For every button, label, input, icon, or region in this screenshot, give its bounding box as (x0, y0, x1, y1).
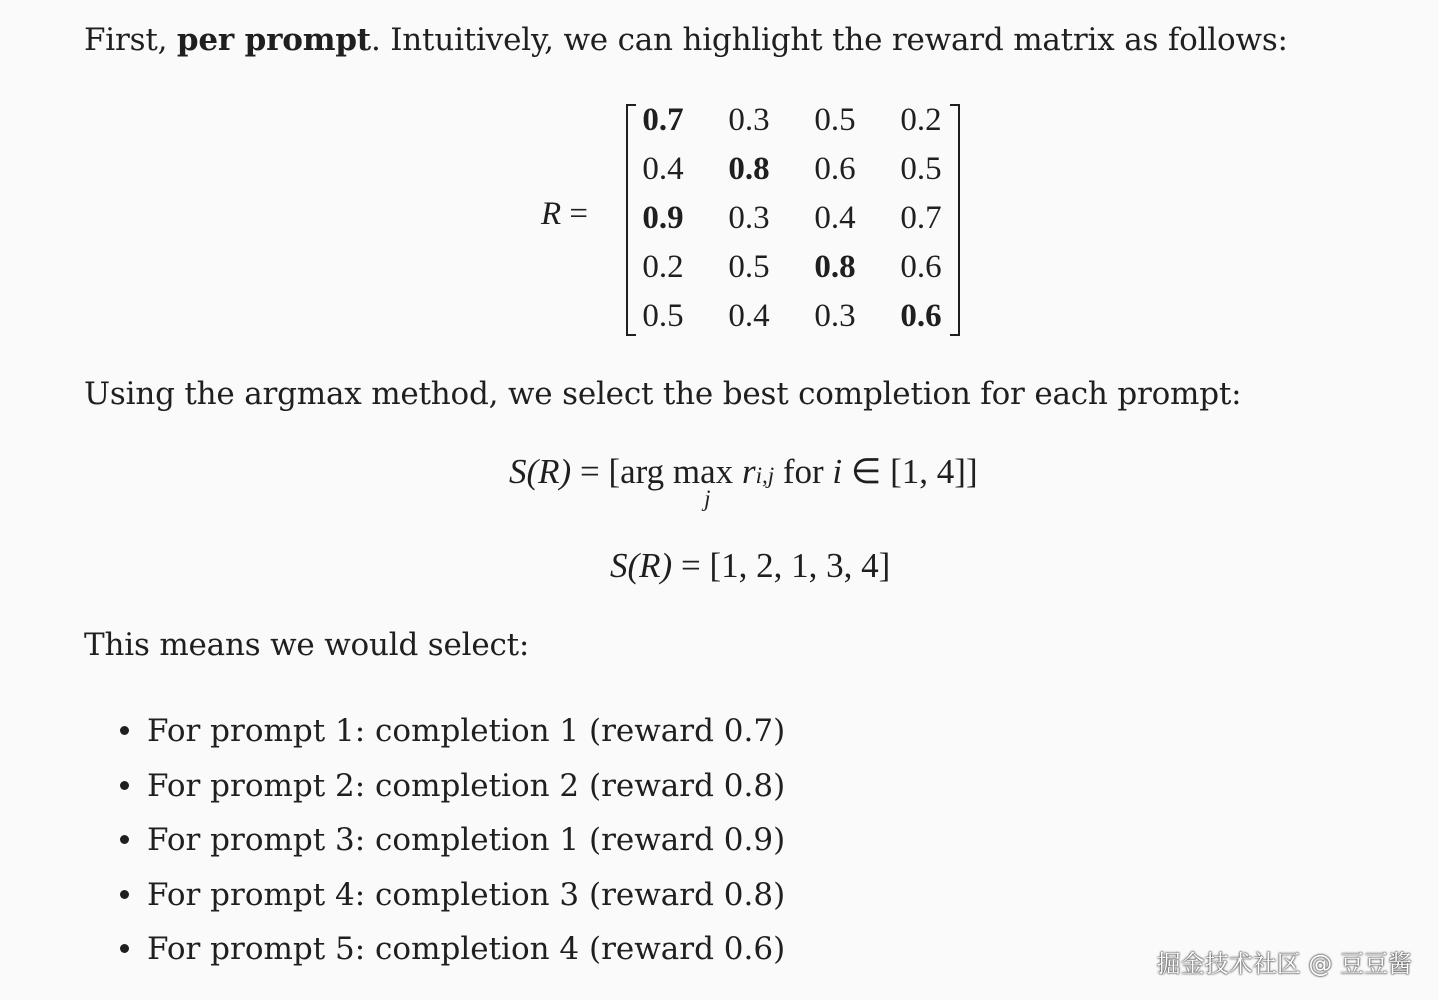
reward-matrix (626, 104, 960, 334)
eq1-equals: = (579, 452, 600, 491)
matrix-cell-r3-c4: 0.7 (900, 200, 942, 236)
selection-equation (610, 546, 890, 586)
matrix-cell-r4-c4: 0.6 (900, 249, 942, 285)
matrix-cell-r1-c1: 0.7 (642, 102, 684, 138)
argmax-equation (509, 452, 978, 511)
intro-suffix: . Intuitively, we can highlight the reward matrix as follows: (370, 22, 1288, 58)
eq1-open: [ (608, 452, 621, 491)
list-item-text: For prompt 5: completion 4 (reward 0.6) (147, 931, 786, 967)
eq2-lhs: S(R) (610, 546, 673, 585)
list-item (120, 768, 785, 804)
eq2-rhs: [1, 2, 1, 3, 4] (709, 546, 891, 585)
bullet-dot-icon (120, 726, 129, 735)
intro-bold: per prompt (176, 22, 371, 58)
list-item-text: For prompt 3: completion 1 (reward 0.9) (147, 822, 786, 858)
bullet-dot-icon (120, 890, 129, 899)
eq1-argmax-group (620, 452, 734, 511)
list-item (120, 822, 785, 858)
matrix-cell-r3-c3: 0.4 (814, 200, 856, 236)
argmax-paragraph: Using the argmax method, we select the best completion for each prompt: (84, 376, 1242, 412)
bullet-dot-icon (120, 944, 129, 953)
eq1-in: ∈ (850, 452, 882, 491)
matrix-cell-r4-c3: 0.8 (814, 249, 856, 285)
matrix-cell-r2-c4: 0.5 (900, 151, 942, 187)
intro-prefix: First, (84, 22, 177, 58)
eq2-equals: = (680, 546, 701, 585)
eq1-range: [1, 4] (890, 452, 966, 491)
matrix-cell-r4-c1: 0.2 (642, 249, 684, 285)
matrix-cell-r3-c2: 0.3 (728, 200, 770, 236)
list-item-text: For prompt 4: completion 3 (reward 0.8) (147, 877, 786, 913)
eq1-r-sub: i,j (755, 463, 775, 488)
matrix-cell-r2-c2: 0.8 (728, 151, 770, 187)
matrix-cell-r2-c1: 0.4 (642, 151, 684, 187)
list-item (120, 713, 785, 749)
matrix-cell-r2-c3: 0.6 (814, 151, 856, 187)
eq1-r: r (741, 452, 756, 491)
bullet-dot-icon (120, 781, 129, 790)
watermark: 掘金技术社区 @ 豆豆酱 (1156, 950, 1412, 978)
list-item (120, 877, 785, 913)
matrix-cell-r5-c2: 0.4 (728, 298, 770, 334)
intro-paragraph (84, 22, 1288, 59)
eq1-argmax: arg max (620, 452, 734, 491)
matrix-cell-r1-c3: 0.5 (814, 102, 856, 138)
matrix-equals: = (569, 196, 589, 232)
matrix-cell-r1-c2: 0.3 (728, 102, 770, 138)
list-item-text: For prompt 2: completion 2 (reward 0.8) (147, 768, 786, 804)
matrix-cell-r4-c2: 0.5 (728, 249, 770, 285)
eq1-close: ] (965, 452, 978, 491)
matrix-cell-r3-c1: 0.9 (642, 200, 684, 236)
matrix-cell-r5-c1: 0.5 (642, 298, 684, 334)
list-item-text: For prompt 1: completion 1 (reward 0.7) (147, 713, 786, 749)
eq1-for: for (782, 452, 824, 491)
list-item (120, 931, 785, 967)
matrix-cell-r5-c3: 0.3 (814, 298, 856, 334)
matrix-cell-r1-c4: 0.2 (900, 102, 942, 138)
eq1-under-j: j (704, 486, 711, 511)
matrix-symbol: R (541, 196, 562, 232)
bullet-dot-icon (120, 835, 129, 844)
eq1-i: i (832, 452, 843, 491)
matrix-cell-r5-c4: 0.6 (900, 298, 942, 334)
matrix-lhs (541, 196, 588, 233)
eq1-lhs: S(R) (509, 452, 572, 491)
select-paragraph: This means we would select: (84, 627, 530, 663)
